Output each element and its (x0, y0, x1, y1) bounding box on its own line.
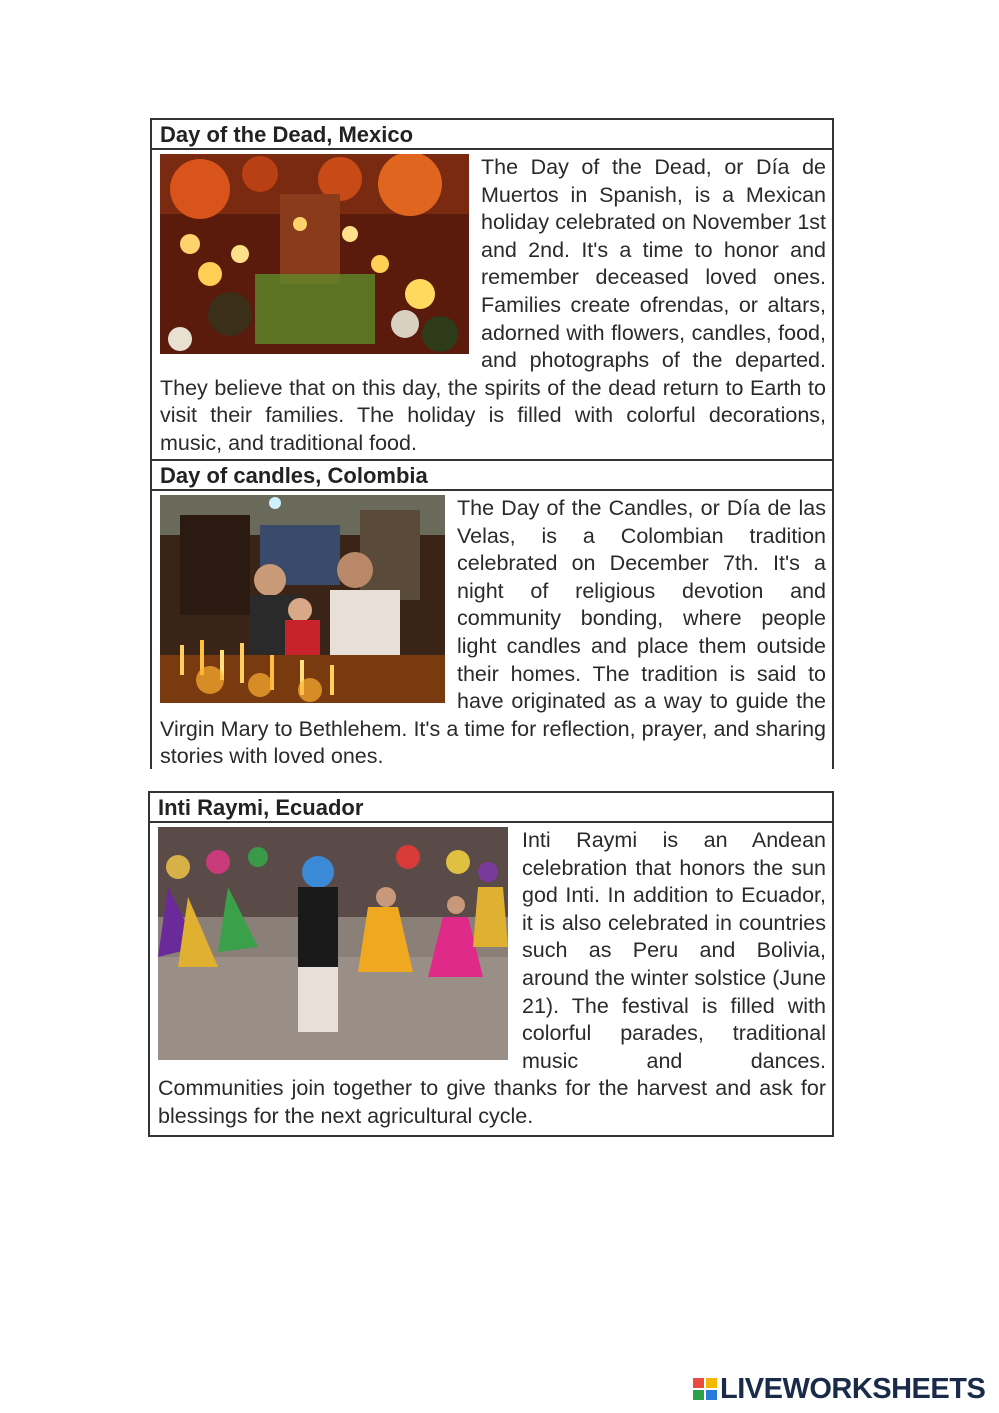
section-day-of-the-dead (150, 118, 834, 461)
section-text: The Day of the Candles, or Día de las Velas, is a Colombian tradition celebrated on December 7th. It's a night of religious devotion and community bonding, where people light candles and place them outside their homes. The tradition is said to have originated as a way to guide the Virgin Mary to Bethlehem. It's a time for reflection, prayer, and sharing stories with loved ones. (160, 496, 826, 769)
liveworksheets-watermark (692, 1372, 985, 1406)
candles-photo (160, 495, 445, 703)
parade-photo (158, 827, 508, 1060)
watermark-text: LIVEWORKSHEETS (720, 1372, 986, 1405)
section-text: The Day of the Dead, or Día de Muertos in Spanish, is a Mexican holiday celebrated on November 1st and 2nd. It's a time to honor and remember deceased loved ones. Families create ofrendas, or altars, adorned with flowers, candles, food, and photographs of the departed. They believe that on this day, the spirits of the dead return to Earth to visit their families. The holiday is filled with colorful decorations, music, and traditional food. (160, 155, 826, 455)
section-title: Day of candles, Colombia (152, 461, 832, 491)
section-title: Inti Raymi, Ecuador (150, 793, 832, 823)
section-text: Inti Raymi is an Andean celebration that honors the sun god Inti. In addition to Ecuador, it is also celebrated in countries such as Peru and Bolivia, around the winter solstice (June 21). The festival is filled with colorful parades, traditional music and dances. Communities join together to give thanks for the harvest and ask for blessings for the next agricultural cycle. (158, 828, 826, 1128)
altar-photo (160, 154, 469, 354)
section-title: Day of the Dead, Mexico (152, 120, 832, 150)
section-inti-raymi (148, 791, 834, 1137)
section-day-of-candles (150, 459, 834, 769)
liveworksheets-logo-icon (692, 1376, 718, 1402)
